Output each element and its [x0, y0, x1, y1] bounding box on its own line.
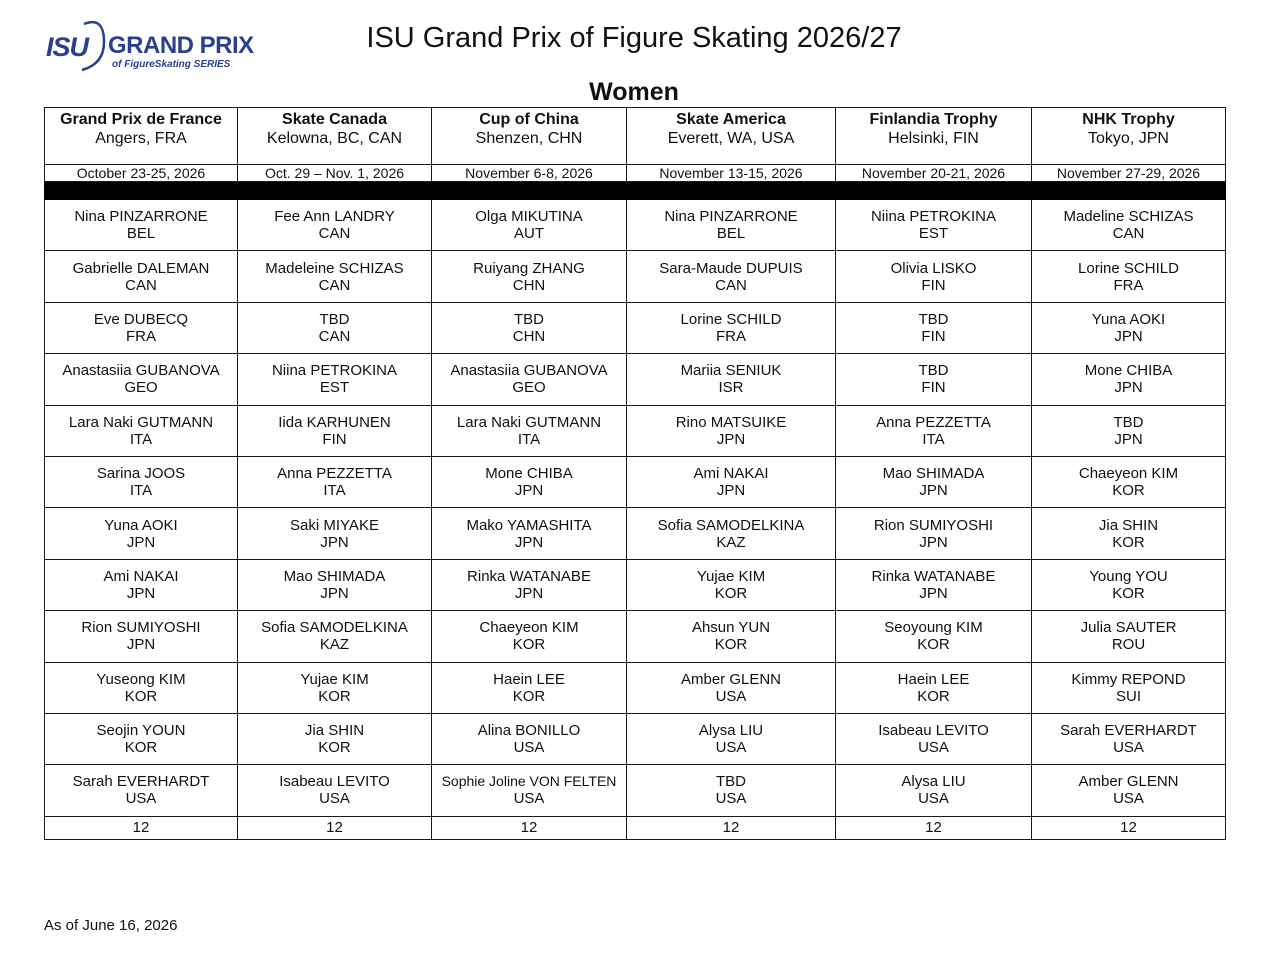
skater-cell — [45, 662, 238, 713]
skater-cell — [836, 765, 1032, 816]
event-header-row — [45, 108, 1226, 165]
skater-name: Lara Naki GUTMANN — [456, 413, 602, 431]
skater-name: Seoyoung KIM — [884, 619, 983, 637]
skater-nation: USA — [319, 790, 350, 808]
skater-name: TBD — [319, 310, 350, 328]
entry-count: 12 — [627, 816, 836, 839]
skater-nation: FIN — [322, 430, 347, 448]
skater-cell — [238, 611, 432, 662]
skater-cell — [45, 251, 238, 302]
skater-nation: JPN — [126, 584, 156, 602]
skater-name: Haein LEE — [897, 670, 970, 688]
skater-name: Sarina JOOS — [96, 465, 186, 483]
skater-nation: GEO — [512, 379, 546, 397]
skater-nation: ISR — [718, 379, 744, 397]
as-of-date: As of June 16, 2026 — [44, 917, 178, 934]
skater-name: Lara Naki GUTMANN — [68, 413, 214, 431]
skater-cell — [1032, 251, 1226, 302]
skater-nation: EST — [319, 379, 350, 397]
skater-cell — [836, 251, 1032, 302]
skater-nation: JPN — [919, 482, 948, 500]
table-row — [45, 405, 1226, 456]
skater-name: Amber GLENN — [680, 670, 782, 688]
skater-nation: KOR — [714, 584, 748, 602]
skater-cell — [836, 508, 1032, 559]
skater-name: TBD — [1113, 413, 1144, 431]
skater-name: Alysa LIU — [901, 773, 966, 791]
event-header-cell — [627, 108, 836, 165]
skater-cell — [432, 508, 627, 559]
skater-name: Alysa LIU — [698, 722, 764, 740]
skater-cell — [45, 302, 238, 353]
event-header-cell — [1032, 108, 1226, 165]
skater-cell — [238, 765, 432, 816]
skater-cell — [432, 302, 627, 353]
skater-cell — [432, 200, 627, 251]
event-location: Angers, FRA — [95, 130, 187, 147]
event-name: Skate America — [676, 111, 786, 128]
skater-nation: JPN — [320, 584, 349, 602]
skater-nation: KOR — [917, 687, 950, 705]
skater-name: Jia SHIN — [304, 722, 365, 740]
skater-name: Rinka WATANABE — [467, 567, 591, 585]
event-header-cell — [432, 108, 627, 165]
skater-cell — [45, 200, 238, 251]
table-row — [45, 456, 1226, 507]
skater-cell — [627, 405, 836, 456]
skater-name: Mao SHIMADA — [882, 465, 985, 483]
skater-name: Iida KARHUNEN — [278, 413, 391, 431]
skater-cell — [432, 251, 627, 302]
event-location: Shenzen, CHN — [475, 130, 583, 147]
skater-nation: JPN — [514, 584, 544, 602]
skater-name: Yuna AOKI — [104, 516, 178, 534]
skater-cell — [1032, 456, 1226, 507]
skater-cell — [432, 765, 627, 816]
skater-name: Young YOU — [1089, 567, 1168, 585]
skater-cell — [45, 354, 238, 405]
skater-name: Olga MIKUTINA — [475, 208, 583, 226]
skater-name: Jia SHIN — [1098, 516, 1159, 534]
event-dates: Oct. 29 – Nov. 1, 2026 — [238, 165, 432, 182]
skater-name: Mone CHIBA — [1084, 362, 1173, 380]
document-title: ISU Grand Prix of Figure Skating 2026/27 — [366, 22, 902, 54]
skater-cell — [432, 713, 627, 764]
event-dates: October 23-25, 2026 — [45, 165, 238, 182]
skater-cell — [1032, 354, 1226, 405]
skater-name: Ami NAKAI — [103, 567, 179, 585]
skater-cell — [836, 354, 1032, 405]
skater-nation: USA — [1113, 739, 1144, 757]
skater-cell — [836, 559, 1032, 610]
skater-name: Rion SUMIYOSHI — [81, 619, 201, 637]
skater-name: Sofia SAMODELKINA — [657, 516, 805, 534]
skater-name: Julia SAUTER — [1080, 619, 1177, 637]
skater-nation: ITA — [922, 430, 945, 448]
skater-name: Anna PEZZETTA — [277, 465, 392, 483]
skater-name: Mako YAMASHITA — [466, 516, 592, 534]
entry-count: 12 — [836, 816, 1032, 839]
skater-nation: AUT — [514, 225, 544, 243]
skater-cell — [45, 456, 238, 507]
skater-cell — [1032, 765, 1226, 816]
skater-nation: USA — [918, 790, 949, 808]
skater-cell — [627, 302, 836, 353]
skater-cell — [1032, 405, 1226, 456]
skater-nation: KOR — [917, 636, 950, 654]
skater-nation: FIN — [921, 276, 946, 294]
skater-nation: ROU — [1111, 636, 1146, 654]
skater-cell — [836, 611, 1032, 662]
skater-nation: KOR — [1112, 482, 1145, 500]
skater-cell — [238, 200, 432, 251]
event-location: Kelowna, BC, CAN — [266, 130, 403, 147]
skater-nation: JPN — [919, 533, 948, 551]
skater-nation: USA — [715, 739, 747, 757]
skater-nation: FRA — [126, 327, 156, 345]
skater-nation: JPN — [919, 584, 948, 602]
skater-name: Anastasiia GUBANOVA — [62, 362, 220, 380]
skater-name: Mao SHIMADA — [283, 567, 386, 585]
skater-cell — [627, 508, 836, 559]
skater-nation: KOR — [124, 739, 158, 757]
entry-count: 12 — [432, 816, 627, 839]
skater-nation: KAZ — [716, 533, 746, 551]
skater-name: Mone CHIBA — [485, 465, 573, 483]
skater-cell — [627, 765, 836, 816]
skater-name: TBD — [918, 310, 949, 328]
skater-cell — [45, 508, 238, 559]
skater-name: Madeleine SCHIZAS — [265, 259, 404, 277]
skater-cell — [836, 456, 1032, 507]
skater-cell — [836, 200, 1032, 251]
skater-cell — [1032, 302, 1226, 353]
logo-isu-text: ISU — [46, 32, 89, 62]
skater-nation: USA — [1113, 790, 1144, 808]
skater-name: Niina PETROKINA — [870, 208, 997, 226]
skater-cell — [432, 559, 627, 610]
skater-nation: JPN — [1114, 379, 1143, 397]
skater-name: TBD — [514, 310, 544, 328]
skater-name: Yujae KIM — [696, 567, 766, 585]
skater-cell — [627, 713, 836, 764]
skater-cell — [45, 559, 238, 610]
skater-name: Anna PEZZETTA — [876, 413, 991, 431]
skater-cell — [45, 405, 238, 456]
skater-nation: JPN — [320, 533, 349, 551]
event-dates: November 13-15, 2026 — [627, 165, 836, 182]
skater-nation: JPN — [514, 482, 544, 500]
skater-cell — [1032, 508, 1226, 559]
skater-name: Amber GLENN — [1078, 773, 1179, 791]
skater-nation: KOR — [318, 739, 351, 757]
entry-count: 12 — [45, 816, 238, 839]
table-row — [45, 354, 1226, 405]
skater-cell — [627, 456, 836, 507]
skater-nation: CAN — [125, 276, 157, 294]
skater-name: TBD — [918, 362, 949, 380]
skater-name: Nina PINZARRONE — [74, 208, 208, 226]
skater-nation: KOR — [714, 636, 748, 654]
skater-cell — [1032, 713, 1226, 764]
skater-cell — [45, 611, 238, 662]
skater-cell — [1032, 662, 1226, 713]
table-row — [45, 302, 1226, 353]
skater-name: Lorine SCHILD — [680, 310, 782, 328]
skater-cell — [627, 559, 836, 610]
skater-cell — [836, 713, 1032, 764]
skater-nation: CAN — [318, 225, 351, 243]
table-row — [45, 508, 1226, 559]
skater-cell — [627, 662, 836, 713]
skater-cell — [836, 302, 1032, 353]
skater-nation: JPN — [716, 430, 746, 448]
skater-nation: JPN — [716, 482, 746, 500]
skater-name: Sofia SAMODELKINA — [261, 619, 408, 637]
skater-nation: USA — [513, 790, 545, 808]
logo-subtitle-text: of FigureSkating SERIES — [112, 59, 231, 70]
logo-grand-prix-text: GRAND PRIX — [108, 32, 254, 59]
skater-name: Yuseong KIM — [96, 670, 186, 688]
skater-nation: JPN — [126, 636, 156, 654]
entry-count: 12 — [1032, 816, 1226, 839]
event-name: NHK Trophy — [1082, 111, 1175, 128]
skater-cell — [1032, 611, 1226, 662]
event-dates: November 20-21, 2026 — [836, 165, 1032, 182]
skater-nation: KAZ — [319, 636, 350, 654]
table-row — [45, 559, 1226, 610]
skater-nation: FRA — [1113, 276, 1144, 294]
skater-name: Sarah EVERHARDT — [1060, 722, 1197, 740]
event-name: Cup of China — [479, 111, 579, 128]
skater-name: Mariia SENIUK — [680, 362, 782, 380]
entry-count: 12 — [238, 816, 432, 839]
separator-bar-cell — [45, 182, 1226, 200]
table-row — [45, 765, 1226, 816]
skater-nation: USA — [125, 790, 157, 808]
skater-nation: CAN — [715, 276, 747, 294]
skater-cell — [432, 405, 627, 456]
skater-nation: BEL — [126, 225, 156, 243]
skater-name: Nina PINZARRONE — [664, 208, 798, 226]
entries-table — [44, 107, 1226, 840]
skater-cell — [432, 611, 627, 662]
table-row — [45, 200, 1226, 251]
skater-nation: JPN — [514, 533, 544, 551]
event-dates-row — [45, 165, 1226, 182]
skater-name: Niina PETROKINA — [271, 362, 398, 380]
skater-name: Ami NAKAI — [693, 465, 769, 483]
skater-nation: USA — [715, 687, 747, 705]
table-row — [45, 611, 1226, 662]
skater-name: Olivia LISKO — [890, 259, 977, 277]
skater-cell — [238, 559, 432, 610]
skater-nation: BEL — [716, 225, 746, 243]
skater-cell — [432, 354, 627, 405]
skater-name: Madeline SCHIZAS — [1063, 208, 1194, 226]
skater-cell — [836, 662, 1032, 713]
skater-nation: ITA — [517, 430, 541, 448]
skater-cell — [627, 354, 836, 405]
skater-nation: EST — [918, 225, 949, 243]
skater-cell — [238, 662, 432, 713]
skater-nation: CHN — [512, 327, 546, 345]
skater-nation: KOR — [1112, 533, 1145, 551]
event-dates: November 27-29, 2026 — [1032, 165, 1226, 182]
skater-nation: JPN — [1114, 430, 1143, 448]
skater-name: Saki MIYAKE — [290, 516, 379, 534]
skater-cell — [238, 508, 432, 559]
skater-nation: FIN — [921, 379, 946, 397]
skater-name: TBD — [716, 773, 746, 791]
skater-name: Sara-Maude DUPUIS — [659, 259, 803, 277]
skater-cell — [627, 611, 836, 662]
event-header-cell — [45, 108, 238, 165]
skater-name: Kimmy REPOND — [1071, 670, 1186, 688]
separator-bar — [45, 182, 1226, 200]
event-dates: November 6-8, 2026 — [432, 165, 627, 182]
skater-cell — [238, 405, 432, 456]
table-row — [45, 662, 1226, 713]
skater-nation: KOR — [512, 687, 546, 705]
skater-name: Yuna AOKI — [1091, 310, 1166, 328]
skater-nation: KOR — [1112, 584, 1145, 602]
skater-cell — [1032, 559, 1226, 610]
skater-name: Eve DUBECQ — [93, 310, 189, 328]
skater-cell — [238, 456, 432, 507]
skater-name: Chaeyeon KIM — [1078, 465, 1179, 483]
skater-cell — [1032, 200, 1226, 251]
skater-name: Rion SUMIYOSHI — [873, 516, 994, 534]
skater-cell — [238, 251, 432, 302]
event-name: Finlandia Trophy — [869, 111, 998, 128]
skater-nation: KOR — [512, 636, 546, 654]
skater-cell — [627, 200, 836, 251]
skater-name: Fee Ann LANDRY — [274, 208, 395, 226]
skater-name: Isabeau LEVITO — [279, 773, 390, 791]
skater-nation: ITA — [323, 482, 346, 500]
skater-nation: ITA — [129, 482, 153, 500]
skater-nation: CAN — [1112, 225, 1145, 243]
skater-cell — [238, 354, 432, 405]
skater-name: Alina BONILLO — [477, 722, 581, 740]
skater-name: Rinka WATANABE — [871, 567, 996, 585]
skater-name: Rino MATSUIKE — [675, 413, 787, 431]
skater-nation: SUI — [1115, 687, 1141, 705]
skater-cell — [45, 713, 238, 764]
section-title: Women — [589, 78, 679, 106]
skater-nation: ITA — [129, 430, 153, 448]
skater-nation: CAN — [318, 327, 351, 345]
skater-nation: FRA — [716, 327, 746, 345]
skater-name: Sophie Joline VON FELTEN — [441, 773, 617, 790]
skater-name: Yujae KIM — [300, 670, 369, 688]
event-header-cell — [238, 108, 432, 165]
event-location: Tokyo, JPN — [1088, 130, 1169, 147]
skater-nation: USA — [715, 790, 747, 808]
skater-name: Isabeau LEVITO — [878, 722, 989, 740]
skater-name: Anastasiia GUBANOVA — [450, 362, 608, 380]
skater-cell — [432, 456, 627, 507]
skater-nation: GEO — [124, 379, 158, 397]
event-name: Grand Prix de France — [60, 111, 222, 128]
skater-nation: CHN — [512, 276, 546, 294]
table-row — [45, 251, 1226, 302]
skater-cell — [45, 765, 238, 816]
skater-nation: USA — [513, 739, 545, 757]
skater-cell — [432, 662, 627, 713]
skater-cell — [836, 405, 1032, 456]
skater-nation: USA — [918, 739, 949, 757]
skater-name: Chaeyeon KIM — [479, 619, 579, 637]
skater-name: Gabrielle DALEMAN — [72, 259, 210, 277]
skater-nation: FIN — [921, 327, 946, 345]
skater-nation: CAN — [318, 276, 351, 294]
skater-name: Sarah EVERHARDT — [72, 773, 210, 791]
skater-nation: KOR — [318, 687, 351, 705]
skater-cell — [238, 713, 432, 764]
event-location: Helsinki, FIN — [888, 130, 979, 147]
event-header-cell — [836, 108, 1032, 165]
skater-name: Lorine SCHILD — [1078, 259, 1179, 277]
skater-name: Ahsun YUN — [691, 619, 771, 637]
skater-nation: JPN — [1114, 327, 1143, 345]
table-row — [45, 713, 1226, 764]
totals-row — [45, 816, 1226, 839]
skater-name: Haein LEE — [493, 670, 565, 688]
skater-cell — [627, 251, 836, 302]
skater-nation: KOR — [124, 687, 158, 705]
event-name: Skate Canada — [282, 111, 387, 128]
skater-nation: JPN — [126, 533, 156, 551]
skater-cell — [238, 302, 432, 353]
skater-name: Seojin YOUN — [96, 722, 186, 740]
skater-name: Ruiyang ZHANG — [473, 259, 585, 277]
event-location: Everett, WA, USA — [667, 130, 795, 147]
